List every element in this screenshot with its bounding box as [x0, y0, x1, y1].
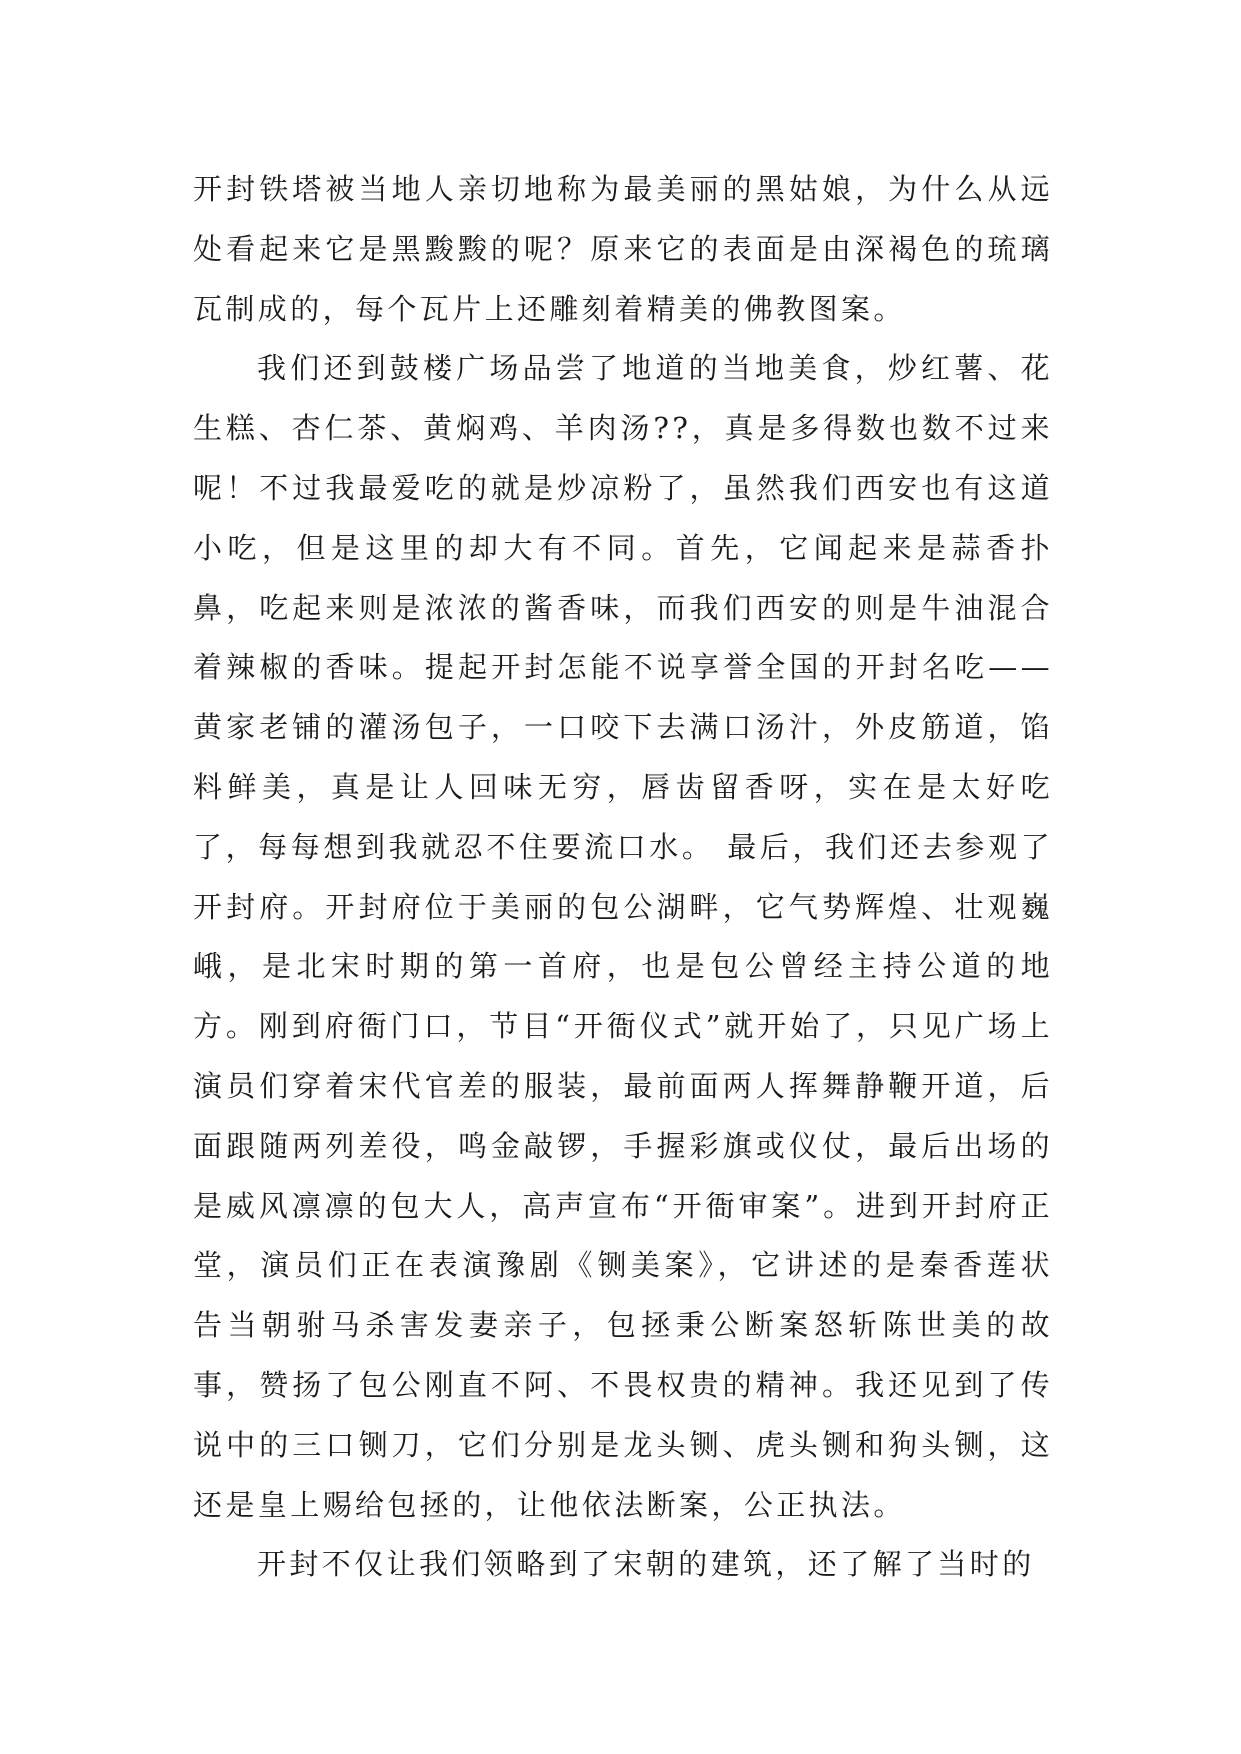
- paragraph-conclusion: 开封不仅让我们领略到了宋朝的建筑，还了解了当时的: [257, 1547, 1035, 1582]
- document-page: [193, 160, 1053, 1595]
- paragraph-iron-pagoda: 开封铁塔被当地人亲切地称为最美丽的黑姑娘，为什么从远处看起来它是黑黢黢的呢？原来它的表面是由深褐色的琉璃瓦制成的，每个瓦片上还雕刻着精美的佛教图案。: [193, 172, 1053, 326]
- paragraph-food-and-kaifeng-fu: 我们还到鼓楼广场品尝了地道的当地美食，炒红薯、花生糕、杏仁茶、黄焖鸡、羊肉汤??，真是多得数也数不过来呢！不过我最爱吃的就是炒凉粉了，虽然我们西安也有这道小吃，但是这里的却大有不同。首先，它闻起来是蒜香扑鼻，吃起来则是浓浓的酱香味，而我们西安的则是牛油混合着辣椒的香味。提起开封怎能不说享誉全国的开封名吃——黄家老铺的灌汤包子，一口咬下去满口汤汁，外皮筋道，馅料鲜美，真是让人回味无穷，唇齿留香呀，实在是太好吃了，每每想到我就忍不住要流口水。 最后，我们还去参观了开封府。开封府位于美丽的包公湖畔，它气势辉煌、壮观巍峨，是北宋时期的第一首府，也是包公曾经主持公道的地方。刚到府衙门口，节目“开衙仪式”就开始了，只见广场上演员们穿着宋代官差的服装，最前面两人挥舞静鞭开道，后面跟随两列差役，鸣金敲锣，手握彩旗或仪仗，最后出场的是威风凛凛的包大人，高声宣布“开衙审案”。进到开封府正堂，演员们正在表演豫剧《铡美案》，它讲述的是秦香莲状告当朝驸马杀害发妻亲子，包拯秉公断案怒斩陈世美的故事，赞扬了包公刚直不阿、不畏权贵的精神。我还见到了传说中的三口铡刀，它们分别是龙头铡、虎头铡和狗头铡，这还是皇上赐给包拯的，让他依法断案，公正执法。: [193, 351, 1053, 1522]
